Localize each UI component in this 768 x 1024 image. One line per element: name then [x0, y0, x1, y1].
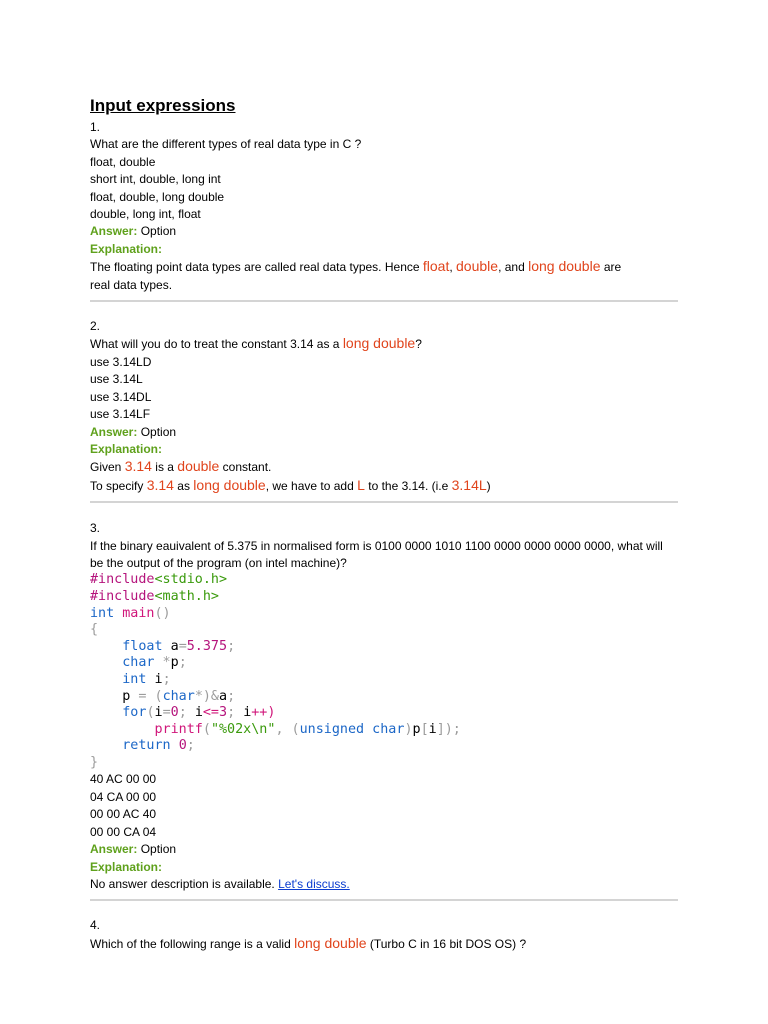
highlight-long-double: long double: [528, 258, 601, 275]
code-token: ): [404, 721, 413, 737]
code-token: }: [90, 754, 99, 770]
question-4: [90, 917, 678, 953]
answer-row: [90, 223, 678, 240]
code-token: 0: [178, 738, 187, 754]
document-page: [90, 95, 678, 953]
code-line: [90, 672, 678, 689]
explanation-text-2: [90, 477, 678, 495]
code-token: return: [122, 738, 171, 754]
code-token: int: [122, 671, 147, 687]
code-token: i: [154, 705, 163, 721]
code-token: p: [170, 655, 179, 671]
q-text: Which of the following range is a valid: [90, 936, 295, 951]
code-token: *: [154, 655, 171, 671]
answer-value: Option: [140, 224, 177, 239]
exp-text: No answer description is available.: [90, 876, 279, 891]
explanation-label: Explanation:: [90, 441, 163, 456]
code-token: ]);: [436, 721, 461, 737]
highlight-double: double: [177, 458, 220, 475]
code-token: float: [122, 638, 163, 654]
question-number: 3.: [90, 521, 101, 536]
question-2: [90, 318, 678, 503]
code-token: ;: [162, 671, 171, 687]
exp-text: , and: [498, 260, 529, 275]
explanation-label: Explanation:: [90, 241, 163, 256]
code-line: [90, 606, 678, 623]
code-token: "%02x\n": [210, 721, 276, 737]
answer-label: Answer:: [90, 842, 138, 857]
highlight-long-double: long double: [342, 335, 416, 352]
option-d[interactable]: double, long int, float: [90, 207, 201, 222]
answer-value: Option: [140, 424, 177, 439]
code-line: [90, 655, 678, 672]
code-token: printf: [154, 721, 203, 737]
answer-row: [90, 424, 678, 441]
code-token: = (: [130, 688, 163, 704]
explanation-label: Explanation:: [90, 859, 163, 874]
exp-text: to the 3.14. (i.e: [364, 478, 452, 493]
code-token: char: [162, 688, 195, 704]
exp-text: is a: [151, 460, 178, 475]
code-line: [90, 755, 678, 772]
exp-text: as: [173, 478, 194, 493]
code-token: (: [146, 705, 155, 721]
code-token: 5.375: [186, 638, 228, 654]
answer-row: [90, 841, 678, 858]
code-token: =: [162, 705, 171, 721]
code-line: [90, 705, 678, 722]
option-d[interactable]: use 3.14LF: [90, 407, 151, 422]
exp-text: The floating point data types are called real data types. Hence: [90, 260, 423, 275]
exp-text: , we have to add: [265, 478, 358, 493]
code-token: p: [412, 721, 421, 737]
code-token: a: [219, 688, 228, 704]
answer-label: Answer:: [90, 224, 138, 239]
code-token: i: [146, 671, 163, 687]
discuss-link[interactable]: Let's discuss.: [278, 876, 350, 891]
code-token: for: [122, 705, 147, 721]
code-token: , (: [275, 721, 300, 737]
option-b[interactable]: use 3.14L: [90, 372, 143, 387]
code-token: ;: [227, 705, 244, 721]
exp-text: constant.: [219, 460, 272, 475]
code-token: ;: [227, 638, 236, 654]
code-token: int: [90, 605, 115, 621]
option-a[interactable]: float, double: [90, 154, 156, 169]
exp-text: ,: [449, 260, 457, 275]
answer-value: Option: [140, 842, 177, 857]
q-text: (Turbo C in 16 bit DOS OS) ?: [366, 936, 527, 951]
question-text: [90, 935, 678, 953]
code-line: [90, 622, 678, 639]
option-d[interactable]: 00 00 CA 04: [90, 824, 157, 839]
code-token: ++): [251, 705, 276, 721]
code-line: [90, 689, 678, 706]
question-number: 4.: [90, 918, 101, 933]
exp-text: are: [600, 260, 622, 275]
question-number: 1.: [90, 120, 101, 134]
code-token: i: [428, 721, 437, 737]
code-token: <math.h>: [154, 588, 219, 604]
code-token: #include: [90, 572, 155, 588]
code-token: [: [420, 721, 429, 737]
code-token: main: [122, 605, 155, 621]
code-token: 0: [170, 705, 179, 721]
option-b[interactable]: 04 CA 00 00: [90, 789, 157, 804]
code-line: [90, 589, 678, 606]
explanation-text: [90, 258, 678, 276]
code-token: i: [194, 705, 203, 721]
code-line: [90, 639, 678, 656]
highlight-value: 3.14: [146, 476, 174, 493]
code-token: i: [243, 705, 252, 721]
question-text: [90, 335, 678, 353]
page-title: Input expressions: [90, 96, 236, 115]
code-token: <stdio.h>: [154, 572, 228, 588]
option-b[interactable]: short int, double, long int: [90, 172, 221, 187]
exp-text: Given: [90, 460, 125, 475]
question-number: 2.: [90, 319, 101, 334]
code-token: #include: [90, 588, 155, 604]
q-text: ?: [415, 337, 422, 352]
question-1: [90, 119, 678, 302]
code-token: p: [122, 688, 131, 704]
question-text: What are the different types of real data type in C ?: [90, 137, 362, 152]
code-token: a: [162, 638, 179, 654]
code-line: [90, 722, 678, 739]
code-token: =: [178, 638, 187, 654]
code-token: char: [122, 655, 155, 671]
code-token: <=: [202, 705, 219, 721]
highlight-value: 3.14: [124, 458, 152, 475]
option-a[interactable]: 40 AC 00 00: [90, 772, 157, 787]
q-text: What will you do to treat the constant 3.14 as a: [90, 337, 343, 352]
code-token: unsigned char: [299, 721, 405, 737]
option-a[interactable]: use 3.14LD: [90, 354, 152, 369]
highlight-long-double: long double: [193, 476, 266, 493]
code-block: [90, 572, 678, 771]
explanation-text-2: real data types.: [90, 277, 173, 292]
code-line: [90, 738, 678, 755]
code-token: ;: [227, 688, 236, 704]
exp-text: ): [486, 478, 491, 493]
highlight-double: double: [456, 258, 499, 275]
explanation-text: [90, 458, 678, 476]
explanation-text: [90, 876, 678, 893]
highlight-suffix: L: [357, 476, 365, 493]
highlight-literal: 3.14L: [451, 476, 487, 493]
code-token: ;: [178, 655, 187, 671]
question-3: [90, 520, 678, 901]
option-c[interactable]: 00 00 AC 40: [90, 807, 157, 822]
code-line: [90, 572, 678, 589]
highlight-float: float: [422, 258, 450, 275]
code-token: ;: [186, 738, 195, 754]
code-token: 3: [219, 705, 228, 721]
code-token: {: [90, 622, 99, 638]
answer-label: Answer:: [90, 424, 138, 439]
code-token: (: [202, 721, 211, 737]
option-c[interactable]: float, double, long double: [90, 189, 225, 204]
code-token: (): [154, 605, 171, 621]
option-c[interactable]: use 3.14DL: [90, 389, 152, 404]
highlight-long-double: long double: [294, 934, 367, 951]
question-text: If the binary eauivalent of 5.375 in normalised form is 0100 0000 1010 1100 0000 0000 0000 0000, what will be the output of the program (on intel machine)?: [90, 538, 663, 570]
code-token: ;: [178, 705, 195, 721]
exp-text: To specify: [90, 478, 147, 493]
code-token: *)&: [194, 688, 219, 704]
